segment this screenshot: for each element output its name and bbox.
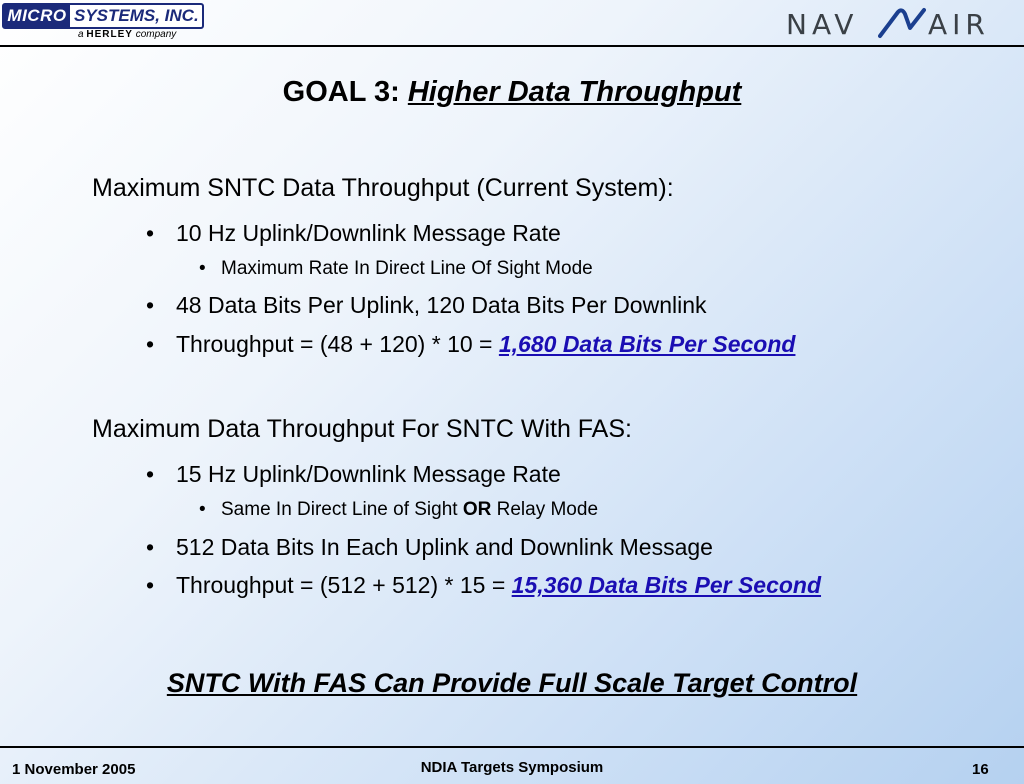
bullet-marker: • [146, 220, 155, 246]
navair-wing-icon [878, 6, 926, 40]
bullet-item [146, 220, 561, 247]
bullet-text: 512 Data Bits In Each Uplink and Downlink Message [176, 534, 713, 560]
sub-bullet-item [199, 499, 598, 521]
title-prefix: GOAL 3: [282, 76, 400, 108]
bullet-marker: • [146, 534, 155, 560]
bullet-marker: • [146, 331, 155, 357]
navair-right-text: AIR [928, 8, 990, 41]
sub-bullet-text-post: Relay Mode [491, 499, 599, 520]
bullet-marker: • [146, 572, 155, 598]
bullet-text: Throughput = (48 + 120) * 10 = [176, 331, 499, 357]
footer-divider [0, 746, 1024, 748]
navair-left-text: NAV [786, 8, 859, 41]
section-heading-current: Maximum SNTC Data Throughput (Current System): [92, 174, 674, 202]
sub-bullet-text-pre: Same In Direct Line of Sight [221, 499, 463, 520]
logo-tagline [78, 29, 176, 40]
tagline-company: HERLEY [86, 29, 133, 40]
bullet-item [146, 461, 561, 488]
throughput-result-fas: 15,360 Data Bits Per Second [511, 572, 822, 598]
bullet-item [146, 331, 795, 358]
logo-systems-word: SYSTEMS, INC. [74, 6, 199, 25]
title-emphasis: Higher Data Throughput [407, 76, 742, 108]
sub-bullet-text-or: OR [462, 499, 492, 520]
bullet-item [146, 534, 713, 561]
bullet-text: 48 Data Bits Per Uplink, 120 Data Bits Per Downlink [176, 292, 707, 318]
sub-bullet-item [199, 258, 593, 280]
bullet-text: Throughput = (512 + 512) * 15 = [176, 572, 512, 598]
conclusion-statement: SNTC With FAS Can Provide Full Scale Target Control [166, 668, 858, 698]
footer-event: NDIA Targets Symposium [420, 759, 604, 776]
header-divider [0, 45, 1024, 47]
sub-bullet-text: Maximum Rate In Direct Line Of Sight Mode [221, 258, 593, 279]
footer-page-number: 16 [972, 761, 989, 778]
tagline-post: company [135, 29, 177, 40]
bullet-item [146, 572, 821, 599]
bullet-marker: • [199, 258, 206, 279]
logo-micro-word: MICRO [4, 5, 70, 27]
bullet-text: 10 Hz Uplink/Downlink Message Rate [176, 220, 561, 246]
micro-systems-logo [0, 0, 210, 44]
section-heading-fas: Maximum Data Throughput For SNTC With FAS: [92, 415, 632, 443]
slide-title [0, 76, 1024, 109]
throughput-result-current: 1,680 Data Bits Per Second [498, 331, 796, 357]
bullet-marker: • [146, 292, 155, 318]
bullet-text: 15 Hz Uplink/Downlink Message Rate [176, 461, 561, 487]
bullet-marker: • [146, 461, 155, 487]
logo-frame [2, 3, 204, 29]
bullet-marker: • [199, 499, 206, 520]
tagline-pre: a [78, 29, 84, 40]
footer-date: 1 November 2005 [12, 761, 136, 778]
bullet-item [146, 292, 707, 319]
navair-logo [786, 4, 996, 42]
